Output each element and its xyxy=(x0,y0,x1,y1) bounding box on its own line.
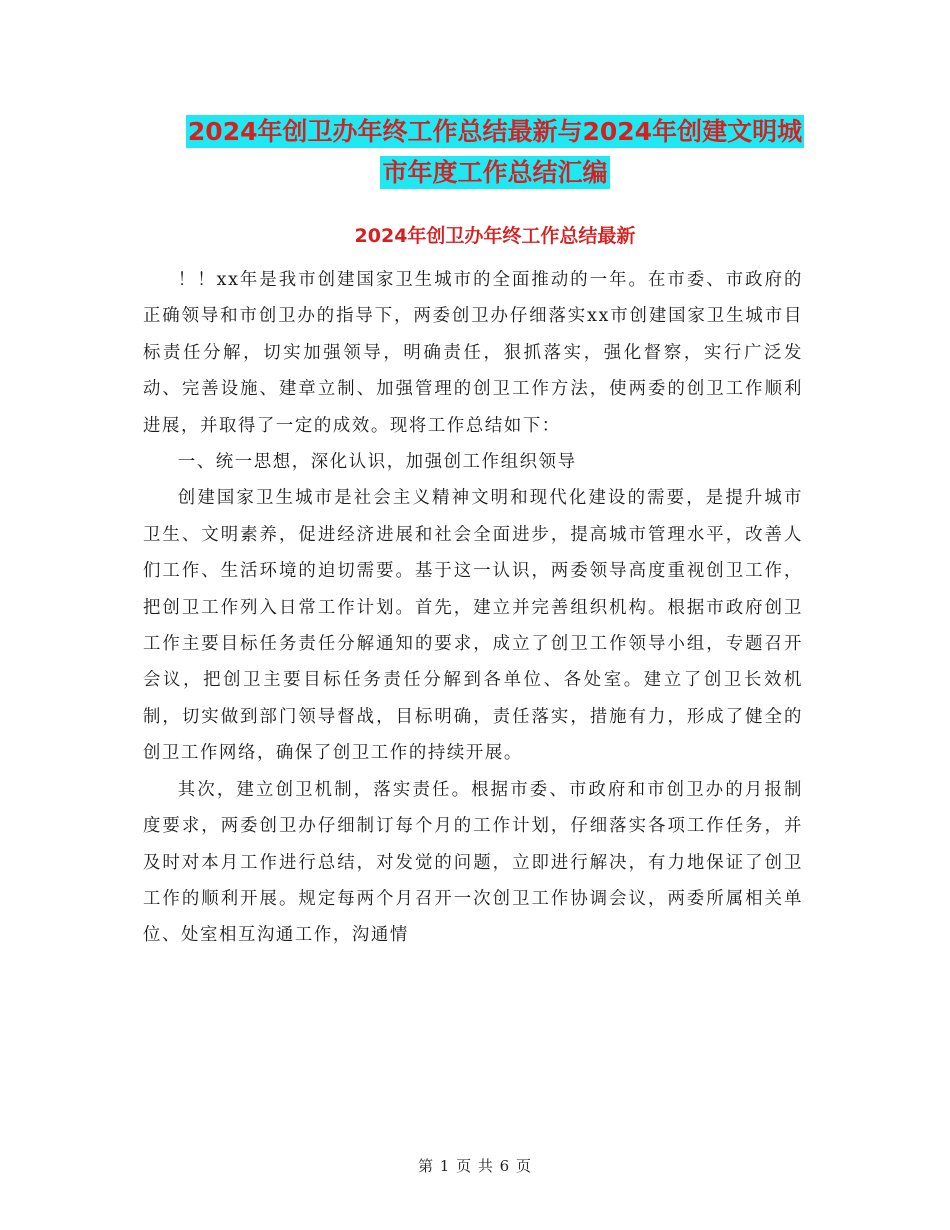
paragraph-heading-1: 一、统一思想，深化认识，加强创工作组织领导 xyxy=(177,452,577,473)
paragraph-body-2: 其次，建立创卫机制，落实责任。根据市委、市政府和市创卫办的月报制度要求，两委创卫办仔细制订每个月的工作计划，仔细落实各项工作任务，并及时对本月工作进行总结，对发觉的问题，立即进行解决，有力地保证了创卫工作的顺利开展。规定每两个月召开一次创卫工作协调会议，两委所属相关单位、处室相互沟通工作，沟通情 xyxy=(143,779,803,946)
paragraph-intro: ！！xx年是我市创建国家卫生城市的全面推动的一年。在市委、市政府的正确领导和市创卫办的指导下，两委创卫办仔细落实xx市创建国家卫生城市目标责任分解，切实加强领导，明确责任，狠抓落实，强化督察，实行广泛发动、完善设施、建章立制、加强管理的创卫工作方法，使两委的创卫工作顺利进展，并取得了一定的成效。现将工作总结如下： xyxy=(143,270,803,436)
title-highlight-1: 2024年创卫办年终工作总结最新与2024年创建文明城 xyxy=(187,117,803,146)
paragraph-body-1: 创建国家卫生城市是社会主义精神文明和现代化建设的需要，是提升城市卫生、文明素养，促进经济进展和社会全面进步，提高城市管理水平，改善人们工作、生活环境的迫切需要。基于这一认识，两委领导高度重视创卫工作，把创卫工作列入日常工作计划。首先，建立并完善组织机构。根据市政府创卫工作主要目标任务责任分解通知的要求，成立了创卫工作领导小组，专题召开会议，把创卫主要目标任务责任分解到各单位、各处室。建立了创卫长效机制，切实做到部门领导督战，目标明确，责任落实，措施有力，形成了健全的创卫工作网络，确保了创卫工作的持续开展。 xyxy=(143,488,803,764)
section-subtitle: 2024年创卫办年终工作总结最新 xyxy=(354,225,636,247)
document-title-line-2 xyxy=(140,158,850,188)
document-title-line-1 xyxy=(140,117,850,147)
page-footer: 第 1 页 共 6 页 xyxy=(418,1157,532,1175)
title-highlight-2: 市年度工作总结汇编 xyxy=(382,158,608,187)
document-body xyxy=(143,262,803,954)
